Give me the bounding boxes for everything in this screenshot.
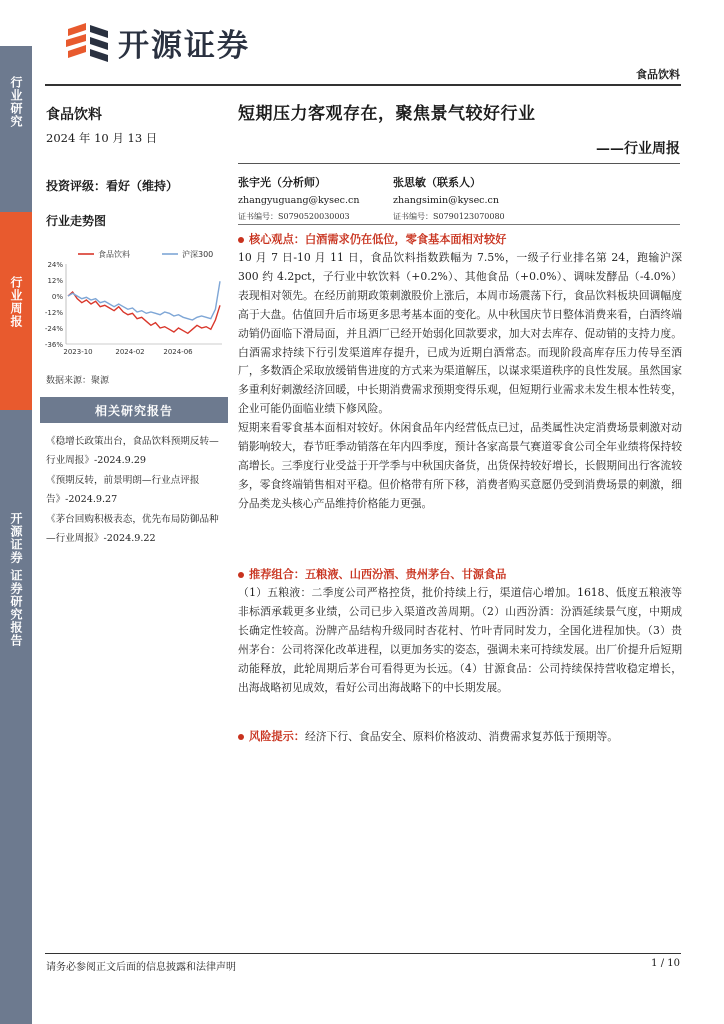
legend-label: 沪深300 <box>182 250 214 259</box>
author-contact <box>393 174 505 222</box>
author-analyst <box>238 174 359 222</box>
report-title: 短期压力客观存在，聚焦景气较好行业 <box>238 104 536 124</box>
series-line-csi300 <box>68 281 220 320</box>
related-report-item[interactable]: 《茅台回购积极表态，优先布局防御品种—行业周报》-2024.9.22 <box>46 514 219 544</box>
bullet-dot-icon <box>238 237 244 243</box>
report-subtitle: ——行业周报 <box>596 141 680 157</box>
x-tick-label: 2024-02 <box>115 348 145 356</box>
core-view-section <box>238 231 682 514</box>
core-view-paragraph-1: 10 月 7 日-10 月 11 日，食品饮料指数跌幅为 7.5%，一级子行业排名第 24，跑输沪深 300 约 4.2pct，子行业中软饮料（+0.2%）、其他食品（+0.0%）、调味发酵品（-4.0%）表现相对领先。在经历前期政策刺激股价上涨后，本周市场震荡下行，食品饮料板块回调幅度高于大盘。估值回升后市场更多思考基本面的变化。从中秋国庆节日整体消费来看，白酒终端动销仍面临下滑局面，并且酒厂已经开始弱化回款要求，加大对去库存、促动销的支持力度。白酒需求持续下行引发渠道库存提升，已成为近期白酒常态。而现阶段高库存压力传导至酒厂，多数酒企采取放缓销售进度的方式来为渠道解压，以谋求渠道秩序的良性发展。虽然国家多重利好刺激经济回暖，中长期消费需求预期变得乐观，但短期行业需求未发生根本性转变，企业可能仍面临业绩下修风险。 <box>238 251 682 416</box>
portfolio-label: 推荐组合：五粮液、山西汾酒、贵州茅台、甘源食品 <box>249 568 507 581</box>
core-view-paragraph-2: 短期来看零食基本面相对较好。休闲食品年内经营低点已过，品类属性决定消费场景刺激对动销影响较大，春节旺季动销落在年内四季度，预计各家高景气赛道零食公司全年业绩将保持较高增长。三季度行业受益于开学季与中秋国庆备货，出货保持较好增长，长假期间出行客流较多，零食终端销售相对平稳。但价格带有所下移，消费者购买意愿仍受到消费场景的刺激，细分品类龙头核心产品维持价格能力更强。 <box>238 421 682 510</box>
x-tick-label: 2024-06 <box>163 348 193 356</box>
trend-chart <box>40 244 226 362</box>
risk-text: 经济下行、食品安全、原料价格波动、消费需求复苏低于预期等。 <box>304 730 619 743</box>
trend-chart-title: 行业走势图 <box>46 214 107 228</box>
author-email[interactable]: zhangyuguang@kysec.cn <box>238 195 360 206</box>
brand-logo <box>64 20 250 65</box>
portfolio-section <box>238 566 682 697</box>
title-divider <box>238 163 680 164</box>
related-reports-header: 相关研究报告 <box>40 397 228 423</box>
y-tick-label: -24% <box>44 325 63 333</box>
related-report-item[interactable]: 《预期反转，前景明朗—行业点评报告》-2024.9.27 <box>46 475 200 505</box>
core-view-label: 核心观点：白酒需求仍在低位，零食基本面相对较好 <box>249 233 507 246</box>
author-name: 张宇光（分析师） <box>238 176 326 189</box>
header-category: 食品饮料 <box>636 68 680 81</box>
sector-name: 食品饮料 <box>46 107 102 123</box>
side-tab-kysec-research: 开源证券 证券研究报告 <box>0 410 32 1024</box>
portfolio-paragraph: （1）五粮液：二季度公司严格控货，批价持续上行，渠道信心增加。1618、低度五粮液等非标酒承载更多业绩，公司已步入渠道改善周期。（2）山西汾酒：汾酒延续景气度，中期成长确定性较高。汾牌产品结构升级同时杏花村、竹叶青同时发力，全国化进程加快。（3）贵州茅台：公司将深化改革进程，以更加务实的姿态，强调未来可持续发展。出厂价提升后短期动能释放，此轮周期后茅台可看得更为长远。（4）甘源食品：公司持续保持营收稳定增长，出海战略初见成效，看好公司出海战略下的中长期发展。 <box>238 586 682 694</box>
related-report-item[interactable]: 《稳增长政策出台，食品饮料预期反转—行业周报》-2024.9.29 <box>46 436 219 466</box>
brand-mark-icon <box>64 21 110 65</box>
page-number: 1 / 10 <box>651 958 680 969</box>
legend-label: 食品饮料 <box>98 250 130 259</box>
risk-label: 风险提示： <box>249 730 305 743</box>
brand-name: 开源证券 <box>118 28 250 64</box>
investment-rating: 投资评级：看好（维持） <box>46 179 179 193</box>
y-tick-label: 24% <box>47 261 63 269</box>
y-tick-label: 0% <box>51 293 63 301</box>
bullet-dot-icon <box>238 734 244 740</box>
footer-disclaimer: 请务必参阅正文后面的信息披露和法律声明 <box>46 962 236 973</box>
y-tick-label: 12% <box>47 277 63 285</box>
side-tab-industry-research: 行业研究 <box>0 46 32 212</box>
side-tab-weekly-report: 行业周报 <box>0 212 32 410</box>
author-name: 张思敏（联系人） <box>393 176 481 189</box>
y-tick-label: -12% <box>44 309 63 317</box>
x-tick-label: 2023-10 <box>63 348 93 356</box>
y-tick-label: -36% <box>44 341 63 349</box>
author-cert: 证书编号：S0790520030003 <box>238 212 350 221</box>
data-source: 数据来源：聚源 <box>46 376 110 386</box>
author-cert: 证书编号：S0790123070080 <box>393 212 505 221</box>
risk-section <box>238 728 682 744</box>
footer-divider <box>45 953 681 954</box>
author-divider <box>238 224 680 225</box>
bullet-dot-icon <box>238 572 244 578</box>
header-divider <box>45 84 681 86</box>
related-reports-list <box>46 432 226 549</box>
report-date: 2024 年 10 月 13 日 <box>46 131 158 145</box>
author-email[interactable]: zhangsimin@kysec.cn <box>393 195 499 206</box>
